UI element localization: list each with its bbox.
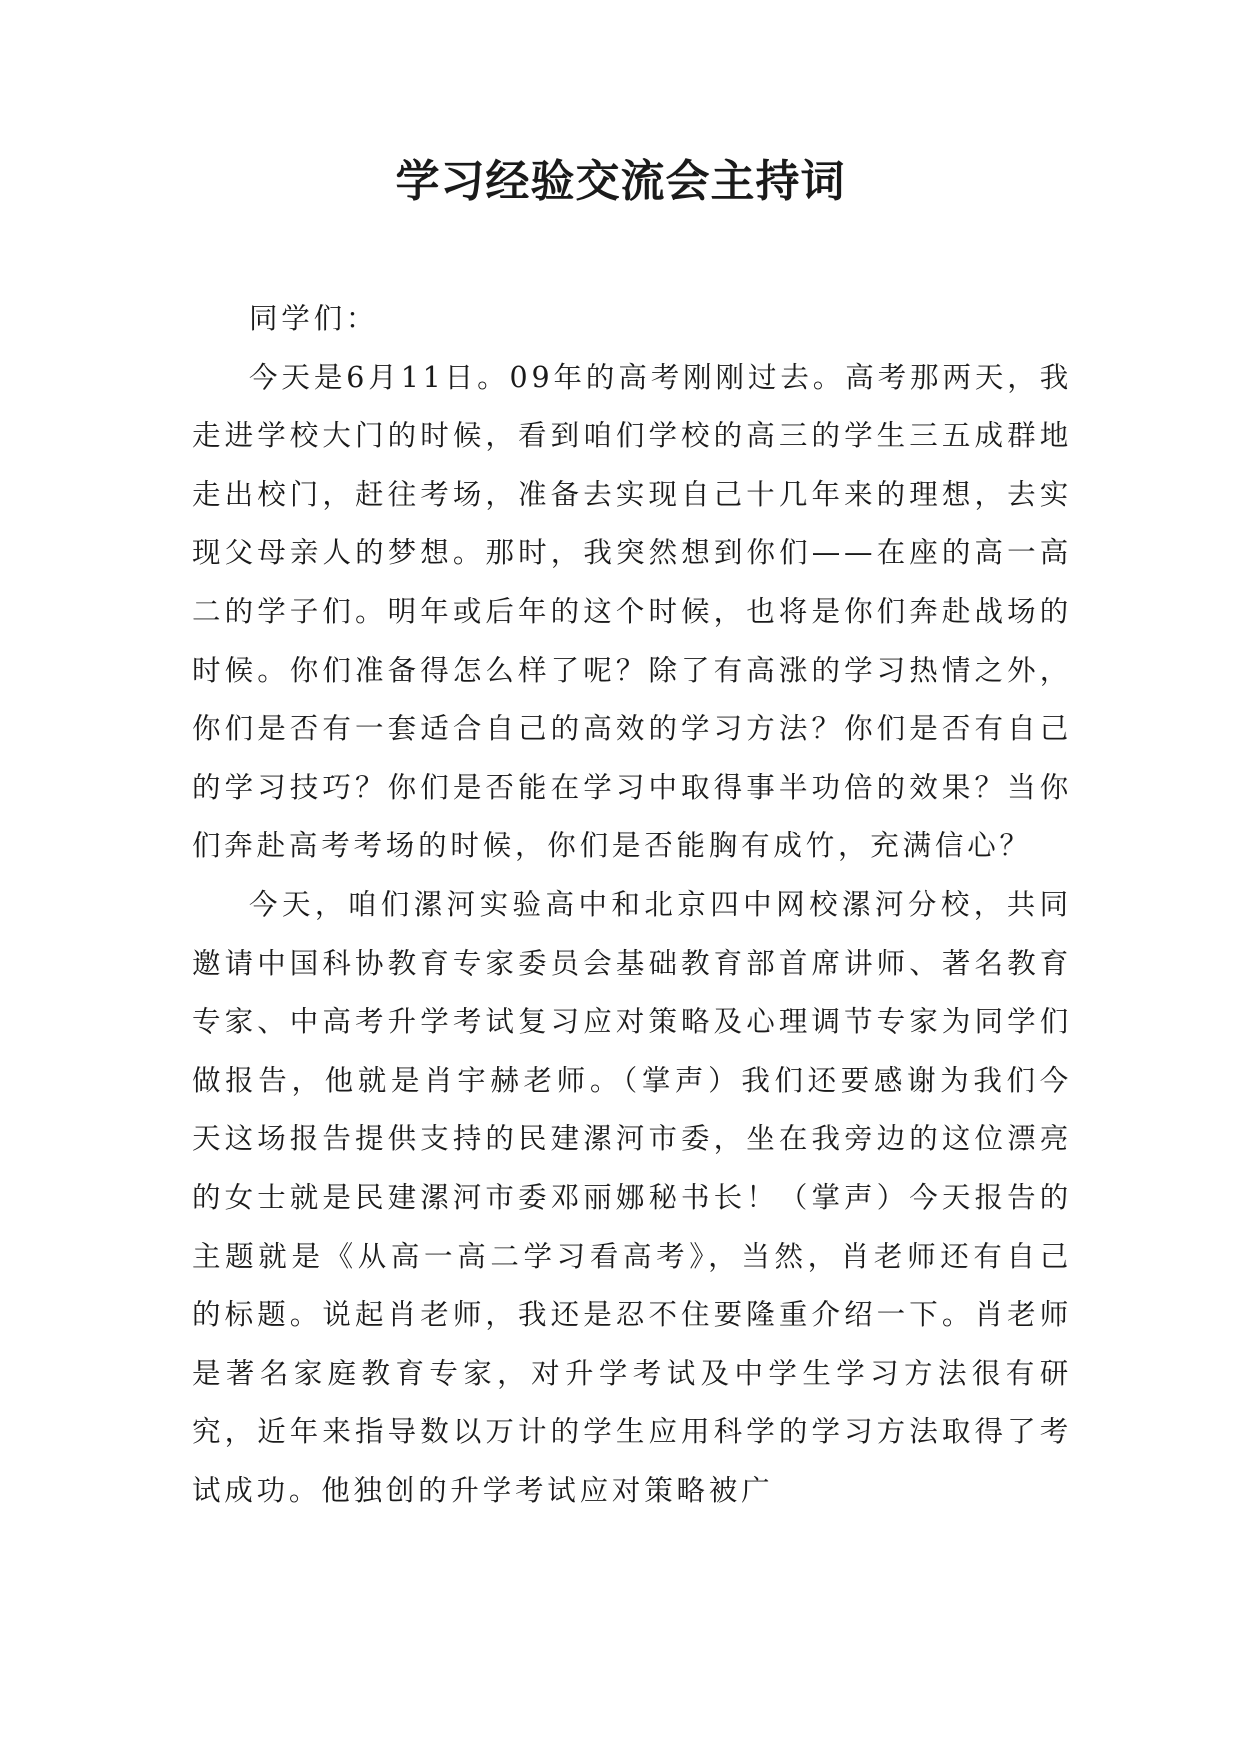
salutation: 同学们：: [249, 302, 379, 335]
paragraph-1: 今天是6月11日。09年的高考刚刚过去。高考那两天，我走进学校大门的时候，看到咱们学校的高三的学生三五成群地走出校门，赶往考场，准备去实现自己十几年来的理想，去实现父母亲人的梦想。那时，我突然想到你们——在座的高一高二的学子们。明年或后年的这个时候，也将是你们奔赴战场的时候。你们准备得怎么样了呢？除了有高涨的学习热情之外，你们是否有一套适合自己的高效的学习方法？你们是否有自己的学习技巧？你们是否能在学习中取得事半功倍的效果？当你们奔赴高考考场的时候，你们是否能胸有成竹，充满信心？: [192, 360, 1072, 863]
paragraph-2: 今天，咱们漯河实验高中和北京四中网校漯河分校，共同邀请中国科协教育专家委员会基础教育部首席讲师、著名教育专家、中高考升学考试复习应对策略及心理调节专家为同学们做报告，他就是肖宇赫老师。（掌声）我们还要感谢为我们今天这场报告提供支持的民建漯河市委，坐在我旁边的这位漂亮的女士就是民建漯河市委邓丽娜秘书长！（掌声）今天报告的主题就是《从高一高二学习看高考》，当然，肖老师还有自己的标题。说起肖老师，我还是忍不住要隆重介绍一下。肖老师是著名家庭教育专家，对升学考试及中学生学习方法很有研究，近年来指导数以万计的学生应用科学的学习方法取得了考试成功。他独创的升学考试应对策略被广: [192, 887, 1072, 1507]
document-title: 学习经验交流会主持词: [395, 156, 846, 207]
document-body: [192, 290, 1072, 1520]
